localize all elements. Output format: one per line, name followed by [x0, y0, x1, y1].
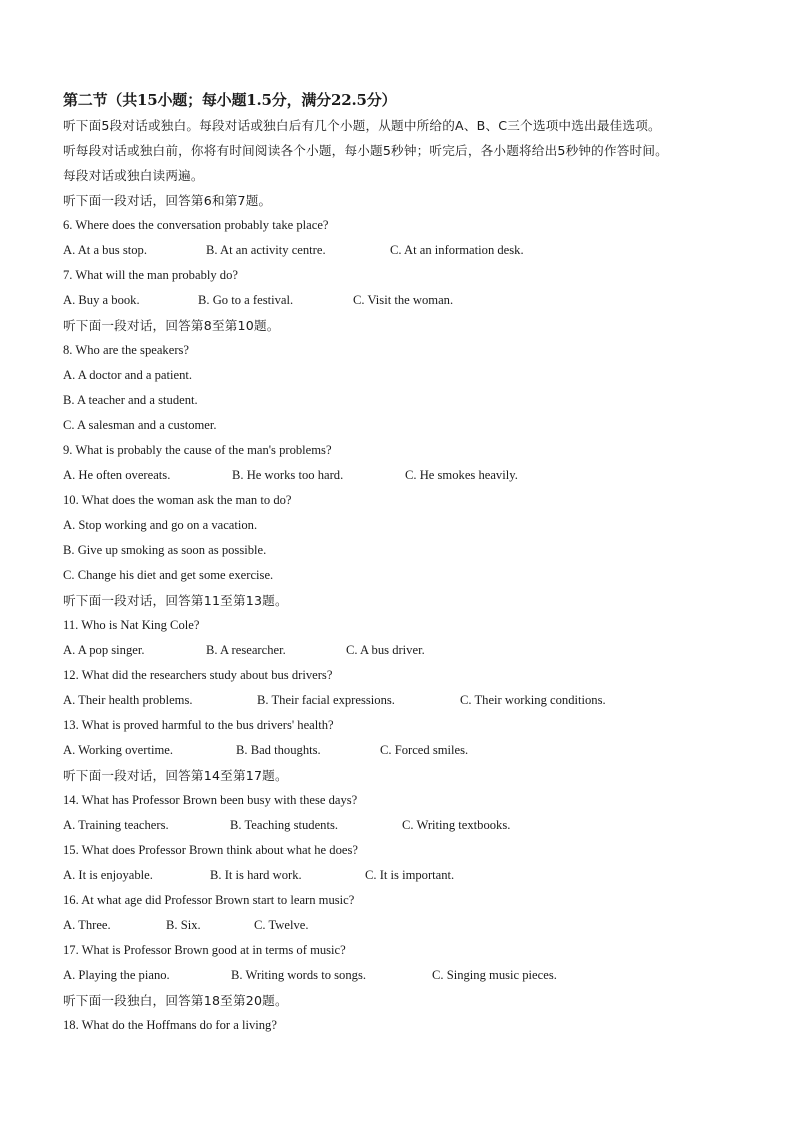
option-b: B. Six. — [166, 918, 201, 932]
option-c: C. Their working conditions. — [460, 693, 606, 707]
option-b: B. Writing words to songs. — [231, 968, 367, 982]
option-a: A. Three. — [63, 918, 111, 932]
dialogue-intro-6-7: 听下面一段对话，回答第6和第7题。 — [63, 193, 272, 208]
option-b: B. Bad thoughts. — [236, 743, 321, 757]
question-12: 12. What did the researchers study about bus drivers? — [63, 668, 333, 682]
question-18: 18. What do the Hoffmans do for a living? — [63, 1018, 277, 1032]
option-b: B. A researcher. — [206, 643, 286, 657]
exam-page — [63, 87, 763, 1038]
options-q16 — [63, 913, 763, 938]
monologue-intro-18-20: 听下面一段独白，回答第18至第20题。 — [63, 993, 288, 1008]
option-a: A. Buy a book. — [63, 293, 140, 307]
option-a: A. He often overeats. — [63, 468, 171, 482]
question-15: 15. What does Professor Brown think about what he does? — [63, 843, 358, 857]
option-a: A. Working overtime. — [63, 743, 173, 757]
question-7: 7. What will the man probably do? — [63, 268, 238, 282]
option-b: B. Teaching students. — [230, 818, 339, 832]
dialogue-intro-14-17: 听下面一段对话，回答第14至第17题。 — [63, 768, 288, 783]
option-a: A. Their health problems. — [63, 693, 193, 707]
options-q13 — [63, 738, 763, 763]
option-c: C. He smokes heavily. — [405, 468, 518, 482]
option-b: B. Give up smoking as soon as possible. — [63, 543, 267, 557]
option-a: A. A pop singer. — [63, 643, 145, 657]
option-b: B. A teacher and a student. — [63, 393, 198, 407]
option-b: B. It is hard work. — [210, 868, 302, 882]
question-16: 16. At what age did Professor Brown start to learn music? — [63, 893, 355, 907]
option-c: C. It is important. — [365, 868, 455, 882]
dialogue-intro-8-10: 听下面一段对话，回答第8至第10题。 — [63, 318, 280, 333]
question-9: 9. What is probably the cause of the man's problems? — [63, 443, 332, 457]
options-q6 — [63, 238, 763, 263]
option-c: C. Visit the woman. — [353, 293, 454, 307]
option-c: C. Forced smiles. — [380, 743, 469, 757]
option-a: A. A doctor and a patient. — [63, 368, 193, 382]
options-q15 — [63, 863, 763, 888]
option-a: A. It is enjoyable. — [63, 868, 153, 882]
option-c: C. Change his diet and get some exercise. — [63, 568, 274, 582]
option-a: A. Stop working and go on a vacation. — [63, 518, 258, 532]
option-b: B. He works too hard. — [232, 468, 344, 482]
question-14: 14. What has Professor Brown been busy with these days? — [63, 793, 358, 807]
instruction-line: 听每段对话或独白前，你将有时间阅读各个小题，每小题5秒钟；听完后，各小题将给出5秒钟的作答时间。 — [63, 143, 668, 158]
option-b: B. At an activity centre. — [206, 243, 326, 257]
option-c: C. Singing music pieces. — [432, 968, 557, 982]
question-13: 13. What is proved harmful to the bus drivers' health? — [63, 718, 334, 732]
option-c: C. Twelve. — [254, 918, 309, 932]
option-b: B. Their facial expressions. — [257, 693, 395, 707]
option-c: C. A salesman and a customer. — [63, 418, 217, 432]
options-q12 — [63, 688, 763, 713]
option-c: C. At an information desk. — [390, 243, 524, 257]
option-a: A. At a bus stop. — [63, 243, 147, 257]
question-10: 10. What does the woman ask the man to do? — [63, 493, 292, 507]
options-q14 — [63, 813, 763, 838]
section-heading: 第二节（共15小题；每小题1.5分，满分22.5分） — [63, 91, 397, 109]
option-a: A. Training teachers. — [63, 818, 169, 832]
options-q9 — [63, 463, 763, 488]
instruction-line: 听下面5段对话或独白。每段对话或独白后有几个小题，从题中所给的A、B、C三个选项中选出最佳选项。 — [63, 118, 661, 133]
options-q7 — [63, 288, 763, 313]
dialogue-intro-11-13: 听下面一段对话，回答第11至第13题。 — [63, 593, 288, 608]
option-a: A. Playing the piano. — [63, 968, 170, 982]
question-17: 17. What is Professor Brown good at in terms of music? — [63, 943, 346, 957]
instruction-line: 每段对话或独白读两遍。 — [63, 168, 204, 183]
question-11: 11. Who is Nat King Cole? — [63, 618, 200, 632]
option-c: C. A bus driver. — [346, 643, 425, 657]
options-q17 — [63, 963, 763, 988]
option-b: B. Go to a festival. — [198, 293, 294, 307]
question-8: 8. Who are the speakers? — [63, 343, 189, 357]
options-q11 — [63, 638, 763, 663]
question-6: 6. Where does the conversation probably take place? — [63, 218, 329, 232]
option-c: C. Writing textbooks. — [402, 818, 511, 832]
